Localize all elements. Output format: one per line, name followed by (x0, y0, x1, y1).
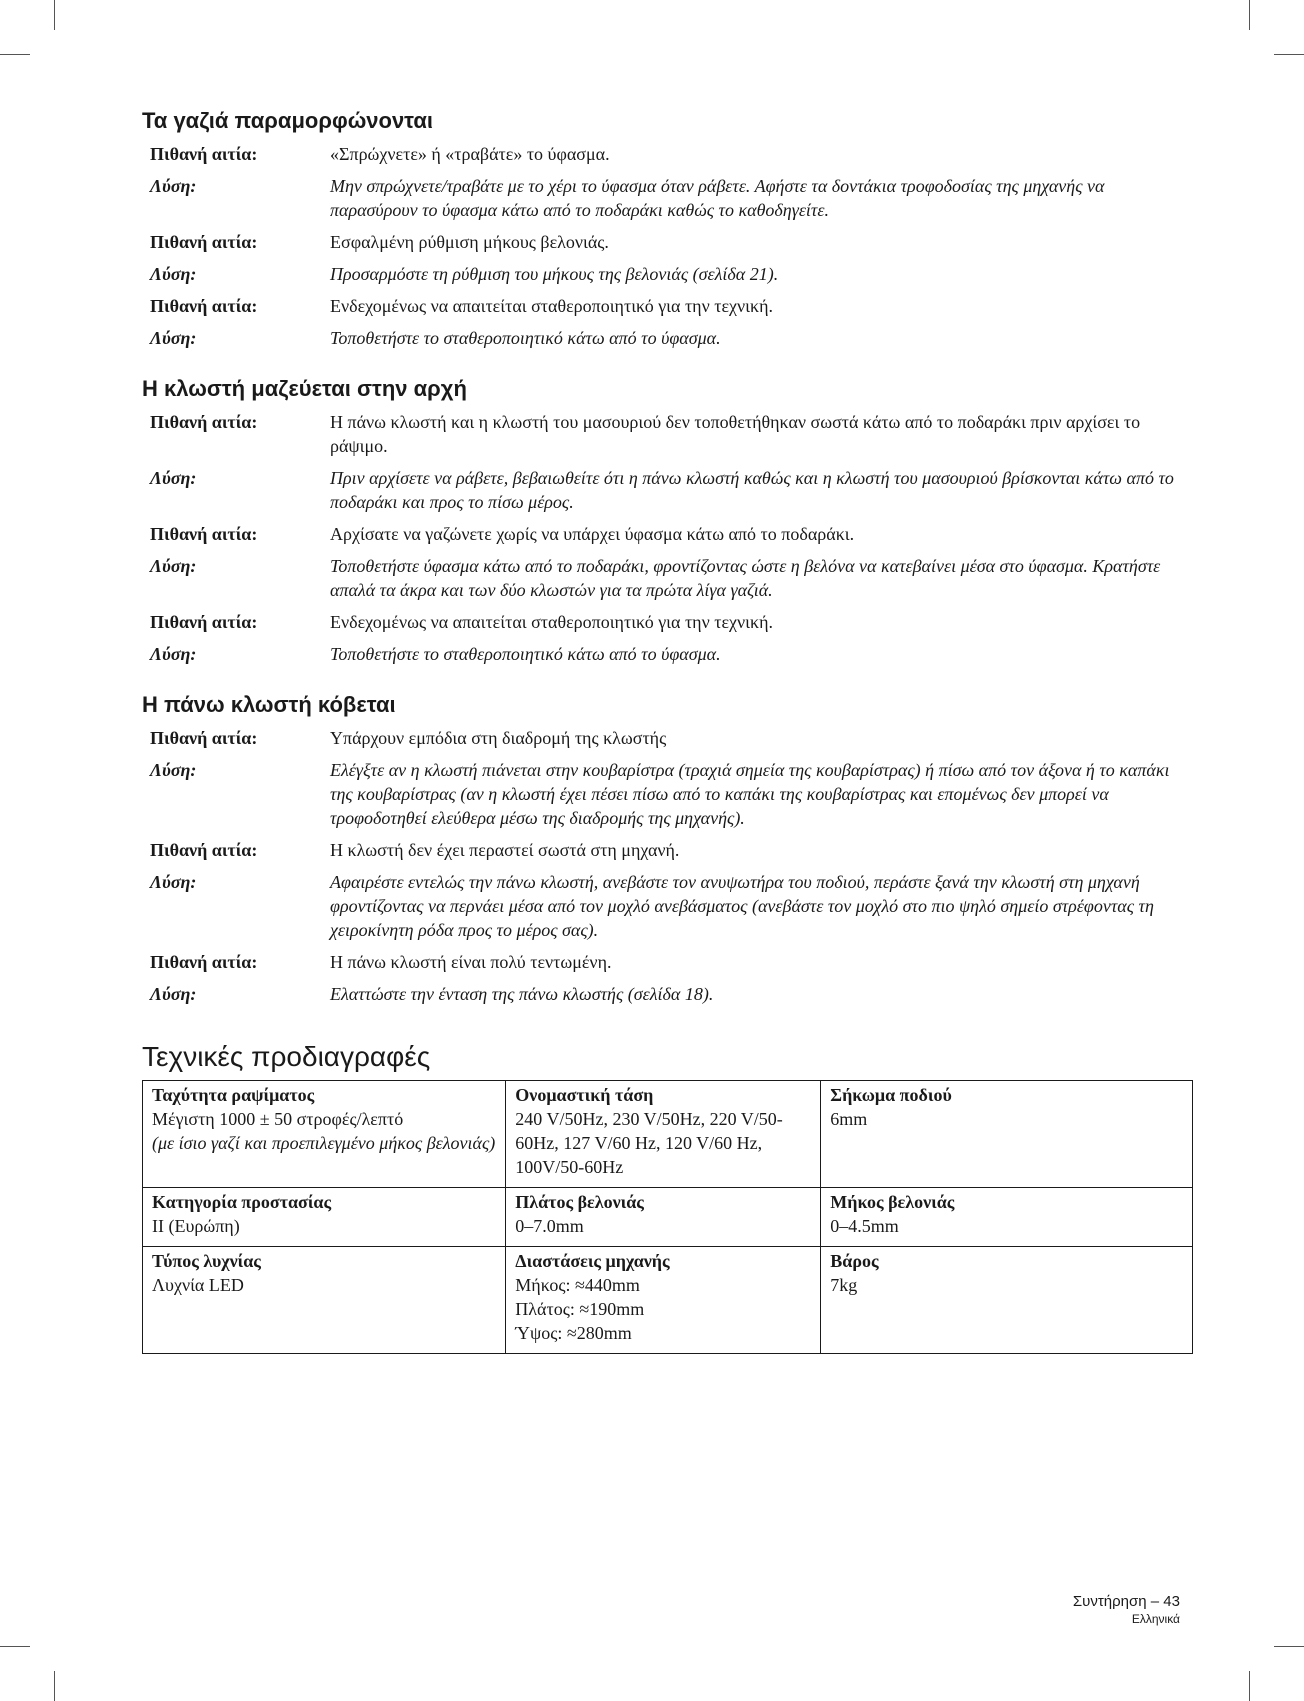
cause-text: Αρχίσατε να γαζώνετε χωρίς να υπάρχει ύφασμα κάτω από το ποδαράκι. (330, 524, 855, 544)
specifications-title: Τεχνικές προδιαγραφές (142, 1041, 431, 1072)
spec-value: 0–7.0mm (515, 1216, 584, 1236)
cause-label: Πιθανή αιτία: (150, 412, 258, 432)
solution-row (142, 174, 1192, 222)
cause-row (142, 522, 1192, 546)
solution-row (142, 554, 1192, 602)
solution-label: Λύση: (150, 984, 197, 1004)
solution-row (142, 262, 1192, 286)
cause-label: Πιθανή αιτία: (150, 612, 258, 632)
spec-row (143, 1081, 1193, 1188)
cause-text: Εσφαλμένη ρύθμιση μήκους βελονιάς. (330, 232, 609, 252)
crop-mark (0, 1646, 30, 1647)
solution-label: Λύση: (150, 176, 197, 196)
page-content (142, 108, 1192, 1354)
cause-row (142, 726, 1192, 750)
spec-heading: Διαστάσεις μηχανής (515, 1251, 670, 1271)
troubleshooting-sections (142, 108, 1192, 1006)
footer-language: Ελληνικά (1131, 1612, 1180, 1626)
solution-label: Λύση: (150, 760, 197, 780)
cause-text: «Σπρώχνετε» ή «τραβάτε» το ύφασμα. (330, 144, 610, 164)
spec-value: Πλάτος: ≈190mm (515, 1299, 645, 1319)
spec-cell (821, 1188, 1193, 1247)
spec-heading: Κατηγορία προστασίας (152, 1192, 332, 1212)
spec-row (143, 1188, 1193, 1247)
cause-row (142, 230, 1192, 254)
solution-label: Λύση: (150, 328, 197, 348)
spec-cell (143, 1247, 506, 1354)
spec-value: 7kg (830, 1275, 858, 1295)
cause-label: Πιθανή αιτία: (150, 728, 258, 748)
spec-cell (506, 1247, 821, 1354)
spec-note: (με ίσιο γαζί και προεπιλεγμένο μήκος βελονιάς) (152, 1133, 496, 1153)
cause-row (142, 950, 1192, 974)
spec-value: Μήκος: ≈440mm (515, 1275, 640, 1295)
spec-value: 240 V/50Hz, 230 V/50Hz, 220 V/50-60Hz, 127 V/60 Hz, 120 V/60 Hz, 100V/50-60Hz (515, 1109, 783, 1177)
specifications-table (142, 1080, 1193, 1354)
spec-value: 6mm (830, 1109, 868, 1129)
spec-value: II (Ευρώπη) (152, 1216, 240, 1236)
cause-row (142, 610, 1192, 634)
spec-cell (506, 1081, 821, 1188)
cause-row (142, 410, 1192, 458)
spec-heading: Τύπος λυχνίας (152, 1251, 261, 1271)
cause-text: Υπάρχουν εμπόδια στη διαδρομή της κλωστής (330, 728, 667, 748)
spec-value: Μέγιστη 1000 ± 50 στροφές/λεπτό (152, 1109, 404, 1129)
spec-cell (821, 1247, 1193, 1354)
spec-heading: Βάρος (830, 1251, 879, 1271)
crop-mark (1249, 0, 1250, 30)
crop-mark (1274, 54, 1304, 55)
solution-text: Τοποθετήστε ύφασμα κάτω από το ποδαράκι, φροντίζοντας ώστε η βελόνα να κατεβαίνει μέσα στο ύφασμα. Κρατήστε απαλά τα άκρα και των δύο κλωστών για τα πρώτα λίγα γαζιά. (330, 556, 1161, 600)
cause-row (142, 142, 1192, 166)
solution-label: Λύση: (150, 872, 197, 892)
troubleshooting-section (142, 692, 1192, 1006)
spec-cell (821, 1081, 1193, 1188)
cause-label: Πιθανή αιτία: (150, 144, 258, 164)
troubleshooting-section (142, 376, 1192, 666)
solution-text: Αφαιρέστε εντελώς την πάνω κλωστή, ανεβάστε τον ανυψωτήρα του ποδιού, περάστε ξανά την κλωστή στη μηχανή φροντίζοντας να περνάει μέσα από τον μοχλό ανεβάσματος (ανεβάστε τον μοχλό στο πιο ψηλό σημείο στρέφοντας τη χειροκίνητη ρόδα προς το μέρος σας). (330, 872, 1154, 940)
solution-row (142, 642, 1192, 666)
spec-heading: Μήκος βελονιάς (830, 1192, 955, 1212)
spec-heading: Ονομαστική τάση (515, 1085, 654, 1105)
solution-label: Λύση: (150, 556, 197, 576)
crop-mark (1249, 1671, 1250, 1701)
cause-text: Ενδεχομένως να απαιτείται σταθεροποιητικό για την τεχνική. (330, 612, 773, 632)
specifications-section (142, 1040, 1192, 1354)
crop-mark (0, 54, 30, 55)
solution-text: Μην σπρώχνετε/τραβάτε με το χέρι το ύφασμα όταν ράβετε. Αφήστε τα δοντάκια τροφοδοσίας της μηχανής να παρασύρουν το ύφασμα κάτω από το ποδαράκι καθώς το καθοδηγείτε. (330, 176, 1105, 220)
solution-row (142, 982, 1192, 1006)
cause-row (142, 838, 1192, 862)
section-title: Η πάνω κλωστή κόβεται (142, 692, 396, 717)
spec-value: Ύψος: ≈280mm (515, 1323, 632, 1343)
solution-label: Λύση: (150, 264, 197, 284)
spec-cell (143, 1081, 506, 1188)
spec-value: Λυχνία LED (152, 1275, 244, 1295)
cause-label: Πιθανή αιτία: (150, 952, 258, 972)
cause-text: Η κλωστή δεν έχει περαστεί σωστά στη μηχανή. (330, 840, 680, 860)
solution-text: Πριν αρχίσετε να ράβετε, βεβαιωθείτε ότι η πάνω κλωστή καθώς και η κλωστή του μασουριού βρίσκονται κάτω από το ποδαράκι και προς το πίσω μέρος. (330, 468, 1174, 512)
cause-label: Πιθανή αιτία: (150, 524, 258, 544)
spec-heading: Ταχύτητα ραψίματος (152, 1085, 315, 1105)
solution-row (142, 326, 1192, 350)
solution-row (142, 758, 1192, 830)
solution-text: Τοποθετήστε το σταθεροποιητικό κάτω από το ύφασμα. (330, 644, 721, 664)
spec-heading: Σήκωμα ποδιού (830, 1085, 952, 1105)
solution-label: Λύση: (150, 468, 197, 488)
section-title: Τα γαζιά παραμορφώνονται (142, 108, 434, 133)
cause-label: Πιθανή αιτία: (150, 232, 258, 252)
section-title: Η κλωστή μαζεύεται στην αρχή (142, 376, 467, 401)
spec-cell (506, 1188, 821, 1247)
page-footer (1073, 1592, 1180, 1627)
solution-text: Τοποθετήστε το σταθεροποιητικό κάτω από το ύφασμα. (330, 328, 721, 348)
spec-cell (143, 1188, 506, 1247)
troubleshooting-section (142, 108, 1192, 350)
cause-text: Ενδεχομένως να απαιτείται σταθεροποιητικό για την τεχνική. (330, 296, 773, 316)
page-number: Συντήρηση – 43 (1072, 1593, 1180, 1610)
solution-row (142, 870, 1192, 942)
crop-mark (54, 0, 55, 30)
spec-value: 0–4.5mm (830, 1216, 899, 1236)
solution-text: Προσαρμόστε τη ρύθμιση του μήκους της βελονιάς (σελίδα 21). (330, 264, 779, 284)
crop-mark (1274, 1646, 1304, 1647)
cause-label: Πιθανή αιτία: (150, 840, 258, 860)
cause-row (142, 294, 1192, 318)
solution-text: Ελαττώστε την ένταση της πάνω κλωστής (σελίδα 18). (330, 984, 714, 1004)
solution-text: Ελέγξτε αν η κλωστή πιάνεται στην κουβαρίστρα (τραχιά σημεία της κουβαρίστρας) ή πίσω από τον άξονα ή το καπάκι της κουβαρίστρας (αν η κλωστή έχει πέσει πίσω από το καπάκι της κουβαρίστρας και επομένως δεν μπορεί να τροφοδοτηθεί ελεύθερα μέσω της διαδρομής της μηχανής). (330, 760, 1170, 828)
solution-label: Λύση: (150, 644, 197, 664)
spec-heading: Πλάτος βελονιάς (515, 1192, 644, 1212)
cause-text: Η πάνω κλωστή και η κλωστή του μασουριού δεν τοποθετήθηκαν σωστά κάτω από το ποδαράκι πριν αρχίσει το ράψιμο. (330, 412, 1141, 456)
cause-text: Η πάνω κλωστή είναι πολύ τεντωμένη. (330, 952, 612, 972)
cause-label: Πιθανή αιτία: (150, 296, 258, 316)
spec-row (143, 1247, 1193, 1354)
solution-row (142, 466, 1192, 514)
crop-mark (54, 1671, 55, 1701)
